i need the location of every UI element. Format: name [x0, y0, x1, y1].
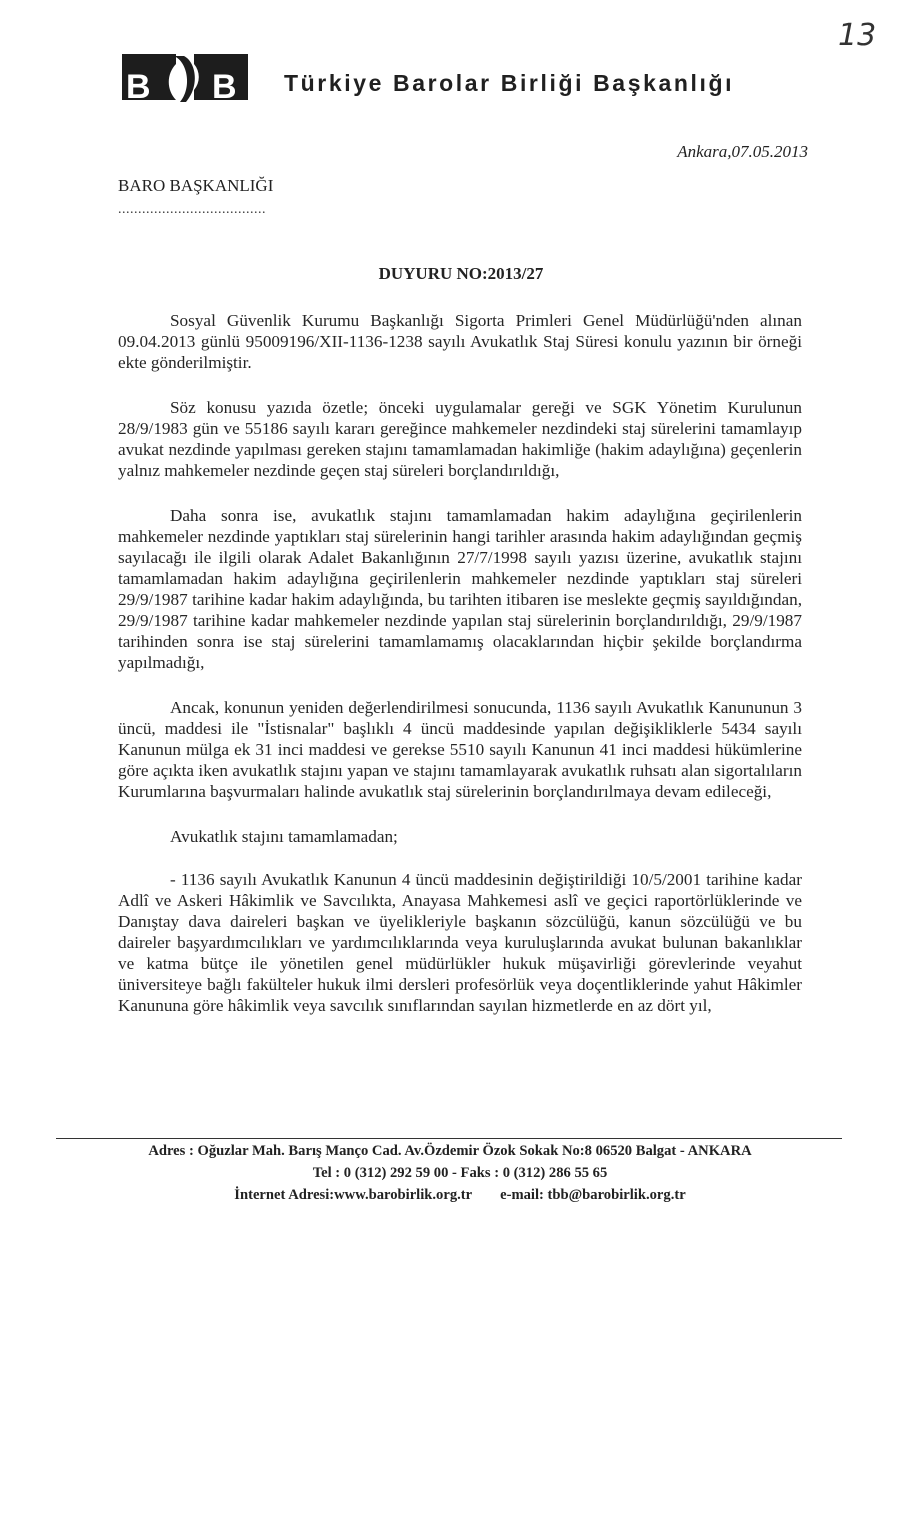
footer-divider [56, 1138, 842, 1139]
footer-phone-fax: Tel : 0 (312) 292 59 00 - Faks : 0 (312) 286 55 65 [312, 1165, 608, 1181]
page-number: 13 [838, 18, 877, 53]
paragraph: Ancak, konunun yeniden değerlendirilmesi sonucunda, 1136 sayılı Avukatlık Kanununun 3 üncü, maddesi ile "İstisnalar" başlıklı 4 üncü maddesinde yapılan değişikliklerle 5434 sayılı Kanunun mülga ek 31 inci maddesi ve gerekse 5510 sayılı Kanunun 41 inci maddesi hükümlerine göre açıkta iken avukatlık stajını yapan ve stajını tamamlayarak avukatlık ruhsatı alan sigortalıların Kurumlarına başvurmaları halinde avukatlık staj sürelerinin borçlandırılmaya devam edileceği, [118, 698, 802, 801]
footer-email: e-mail: tbb@barobirlik.org.tr [500, 1187, 686, 1203]
letter-body [118, 310, 802, 1040]
notice-number: DUYURU NO:2013/27 [378, 264, 544, 283]
footer-address: Adres : Oğuzlar Mah. Barış Manço Cad. Av.Özdemir Özok Sokak No:8 06520 Balgat - ANKARA [148, 1143, 752, 1159]
paragraph: Daha sonra ise, avukatlık stajını tamamlamadan hakim adaylığına geçirilenlerin mahkemeler nezdinde yaptıkları staj sürelerinin hangi tarihler arasında hakim adaylığından geçmiş sayılacağı ile ilgili olarak Adalet Bakanlığının 27/7/1998 sayılı yazısı üzerine, avukatlık stajını tamamlamadan hakim adaylığına geçirilenlerin mahkemeler nezdinde yaptıkları staj süreleri 29/9/1987 tarihine kadar hakim adaylığında, bu tarihten itibaren ise meslekte geçmiş sayıldığından, 29/9/1987 tarihine kadar mahkemeler nezdinde yapılan staj sürelerinin borçlandırıldığı, 29/9/1987 tarihinden sonra ise staj sürelerini tamamlamamış olacaklarından hiçbir şekilde borçlandırma yapılmadığı, [118, 506, 802, 672]
footer-website: İnternet Adresi:www.barobirlik.org.tr [234, 1187, 473, 1203]
paragraph: Söz konusu yazıda özetle; önceki uygulamalar gereği ve SGK Yönetim Kurulunun 28/9/1983 gün ve 55186 sayılı kararı gereğince mahkemeler nezdindeki staj sürelerini tamamlayıp avukat nezdinde yapılması gereken stajını tamamlamadan hakimliğe (hakim adaylığına) geçenlerin yalnız mahkemeler nezdinde geçen staj süreleri borçlandırıldığı, [118, 398, 802, 480]
paragraph: - 1136 sayılı Avukatlık Kanunun 4 üncü maddesinin değiştirildiği 10/5/2001 tarihine kadar Adlî ve Askeri Hâkimlik ve Savcılıkta, Anayasa Mahkemesi aslî ve geçici raportörlüklerinde ve Danıştay dava daireleri başkan ve üyelikleriyle başkanın sözcülüğü, kanun sözcülüğü ve bu daireler başyardımcılıkları ve yardımcılıklarında veya kuruluşlarında avukat bulunan bakanlıklar ve katma bütçe ile yönetilen genel müdürlükler hukuk müşavirliği görevlerinde veyahut üniversiteye bağlı fakülteler hukuk ilmi dersleri profesörlük veya doçentliklerinde yahut Hâkimler Kanununa göre hâkimlik veya savcılık sınıflarından sayılan hizmetlerde en az dört yıl, [118, 870, 802, 1015]
logo-letter-left: B [126, 68, 151, 104]
footer-contact [10, 1187, 910, 1204]
logo-letter-right: B [212, 68, 237, 104]
paragraph: Sosyal Güvenlik Kurumu Başkanlığı Sigorta Primleri Genel Müdürlüğü'nden alınan 09.04.2013 günlü 95009196/XII-1136-1238 sayılı Avukatlık Staj Süresi konulu yazının bir örneği ekte gönderilmiştir. [118, 311, 802, 372]
addressee-dotted-line: ..................................... [118, 202, 266, 217]
tbb-logo [118, 48, 252, 104]
paragraph: Avukatlık stajını tamamlamadan; [170, 827, 398, 846]
organization-name: Türkiye Barolar Birliği Başkanlığı [284, 70, 735, 96]
document-date: Ankara,07.05.2013 [677, 142, 808, 161]
addressee-title: BARO BAŞKANLIĞI [118, 176, 274, 195]
